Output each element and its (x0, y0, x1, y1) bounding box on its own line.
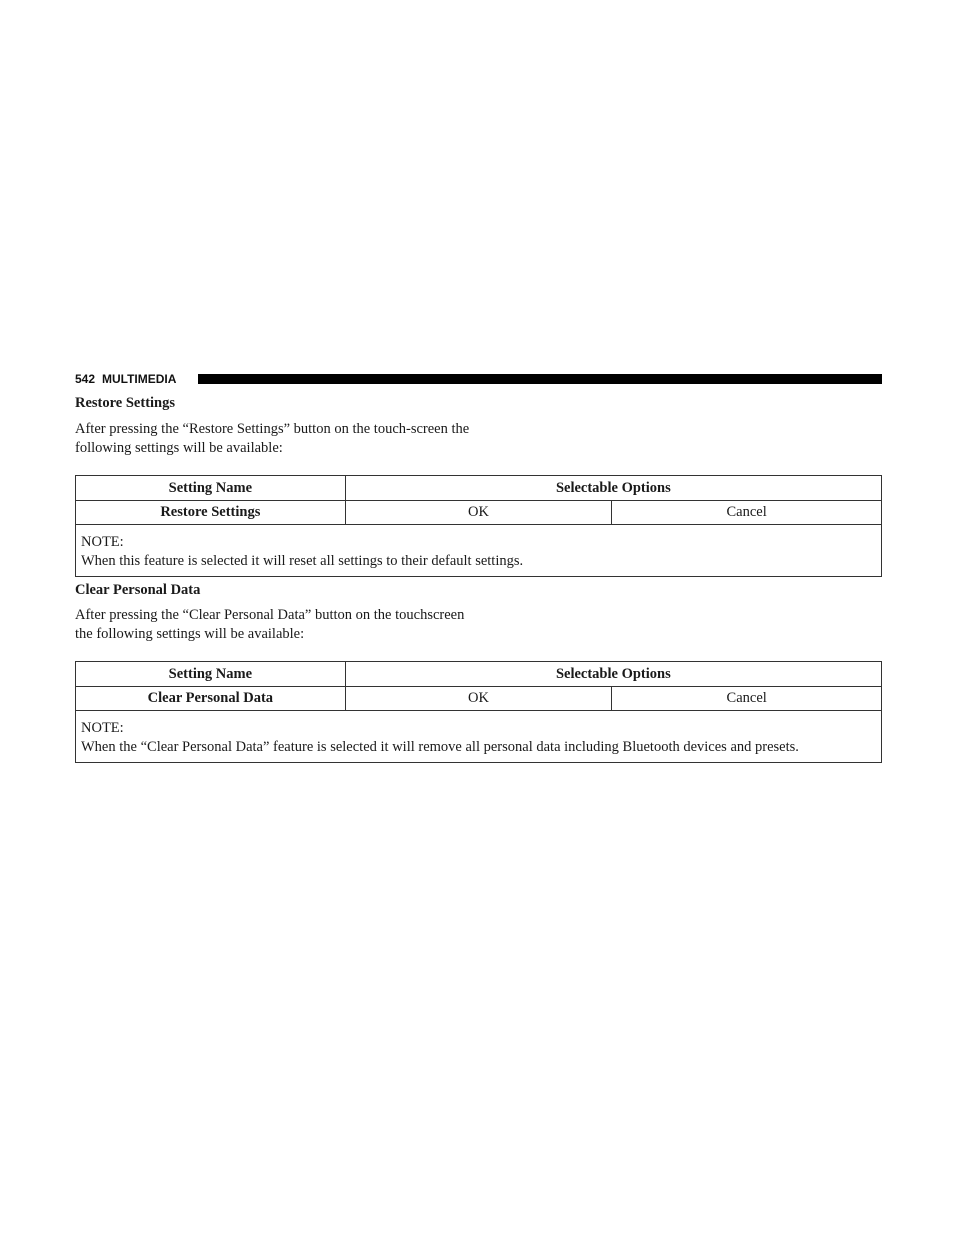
selectable-options-header: Selectable Options (345, 476, 881, 501)
note-text: When the “Clear Personal Data” feature is selected it will remove all personal data including Bluetooth devices and presets. (81, 739, 799, 755)
option-cancel-cell: Cancel (612, 501, 882, 525)
note-label: NOTE: (81, 534, 124, 550)
section-title: MULTIMEDIA (102, 372, 177, 386)
table-row (76, 501, 882, 525)
restore-settings-heading: Restore Settings (75, 395, 176, 411)
table-row (76, 687, 882, 711)
setting-name-header: Setting Name (76, 662, 346, 687)
setting-name-header: Setting Name (76, 476, 346, 501)
option-cancel-cell: Cancel (612, 687, 882, 711)
table-header-row (76, 662, 882, 687)
selectable-options-header: Selectable Options (345, 662, 881, 687)
note-text: When this feature is selected it will reset all settings to their default settings. (81, 553, 524, 569)
restore-settings-table (75, 475, 882, 577)
option-ok-cell: OK (345, 501, 612, 525)
header-rule (198, 374, 882, 384)
note-cell (76, 525, 882, 577)
page-number: 542 (75, 372, 96, 386)
table-header-row (76, 476, 882, 501)
option-ok-cell: OK (345, 687, 612, 711)
note-label: NOTE: (81, 720, 124, 736)
page-header (75, 372, 882, 386)
clear-personal-data-heading: Clear Personal Data (75, 582, 201, 598)
clear-personal-data-intro: After pressing the “Clear Personal Data” button on the touchscreen the following settings will be available: (75, 607, 465, 642)
setting-name-cell: Restore Settings (76, 501, 346, 525)
note-row (76, 525, 882, 577)
note-cell (76, 711, 882, 763)
setting-name-cell: Clear Personal Data (76, 687, 346, 711)
clear-personal-data-table (75, 661, 882, 763)
note-row (76, 711, 882, 763)
restore-settings-intro: After pressing the “Restore Settings” button on the touch-screen the following settings will be available: (75, 421, 470, 456)
